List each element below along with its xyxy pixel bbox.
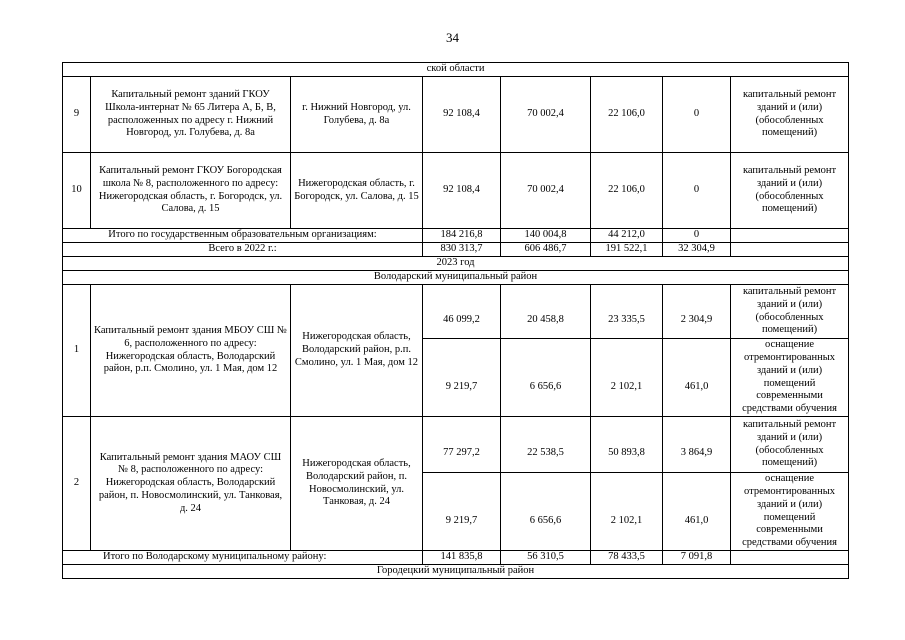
table-row	[63, 285, 849, 339]
object-name: Капитальный ремонт ГКОУ Богородская школа № 8, расположенного по адресу: Нижегородская область, г. Богородск, ул. Салова, д. 15	[91, 153, 291, 229]
total-label: Итого по Володарскому муниципальному району:	[63, 551, 423, 565]
federal-funds: 6 656,6	[501, 473, 591, 551]
purpose: оснащение отремонтированных зданий и (или) помещений современными средствами обучения	[731, 339, 849, 417]
regional-funds: 22 106,0	[591, 153, 663, 229]
municipal-funds: 0	[663, 77, 731, 153]
regional-funds: 2 102,1	[591, 473, 663, 551]
total-cost: 9 219,7	[423, 339, 501, 417]
row-number: 10	[63, 153, 91, 229]
regional-funds: 2 102,1	[591, 339, 663, 417]
object-address: Нижегородская область, Володарский район, п. Новосмолинский, ул. Танковая, д. 24	[291, 417, 423, 551]
regional-funds: 50 893,8	[591, 417, 663, 473]
empty-cell	[731, 551, 849, 565]
district-header: Городецкий муниципальный район	[63, 565, 849, 579]
regional-funds: 22 106,0	[591, 77, 663, 153]
federal-funds: 140 004,8	[501, 229, 591, 243]
total-cost: 830 313,7	[423, 243, 501, 257]
purpose: капитальный ремонт зданий и (или) (обособленных помещений)	[731, 153, 849, 229]
district-header-row	[63, 271, 849, 285]
regional-funds: 44 212,0	[591, 229, 663, 243]
table-row	[63, 153, 849, 229]
municipal-funds: 32 304,9	[663, 243, 731, 257]
region-header-row	[63, 63, 849, 77]
empty-cell	[731, 229, 849, 243]
page-number: 34	[446, 30, 459, 45]
total-cost: 92 108,4	[423, 77, 501, 153]
purpose: оснащение отремонтированных зданий и (или) помещений современными средствами обучения	[731, 473, 849, 551]
row-number: 9	[63, 77, 91, 153]
municipal-funds: 7 091,8	[663, 551, 731, 565]
object-name: Капитальный ремонт зданий ГКОУ Школа-интернат № 65 Литера А, Б, В, расположенных по адресу г. Нижний Новгород, ул. Голубева, д. 8а	[91, 77, 291, 153]
regional-funds: 191 522,1	[591, 243, 663, 257]
table-row	[63, 417, 849, 473]
total-cost: 92 108,4	[423, 153, 501, 229]
federal-funds: 606 486,7	[501, 243, 591, 257]
municipal-funds: 461,0	[663, 473, 731, 551]
object-name: Капитальный ремонт здания МАОУ СШ № 8, расположенного по адресу: Нижегородская область, Володарский район, п. Новосмолинский, ул. Танковая, д. 24	[91, 417, 291, 551]
total-row	[63, 551, 849, 565]
municipal-funds: 0	[663, 229, 731, 243]
federal-funds: 22 538,5	[501, 417, 591, 473]
year-header-row	[63, 257, 849, 271]
federal-funds: 70 002,4	[501, 153, 591, 229]
federal-funds: 6 656,6	[501, 339, 591, 417]
municipal-funds: 0	[663, 153, 731, 229]
regional-funds: 78 433,5	[591, 551, 663, 565]
purpose: капитальный ремонт зданий и (или) (обособленных помещений)	[731, 77, 849, 153]
municipal-funds: 461,0	[663, 339, 731, 417]
federal-funds: 70 002,4	[501, 77, 591, 153]
federal-funds: 56 310,5	[501, 551, 591, 565]
district-header: Володарский муниципальный район	[63, 271, 849, 285]
object-address: Нижегородская область, Володарский район, р.п. Смолино, ул. 1 Мая, дом 12	[291, 285, 423, 417]
object-name: Капитальный ремонт здания МБОУ СШ № 6, расположенного по адресу: Нижегородская область, Володарский район, р.п. Смолино, ул. 1 Мая, дом 12	[91, 285, 291, 417]
purpose: капитальный ремонт зданий и (или) (обособленных помещений)	[731, 417, 849, 473]
object-address: Нижегородская область, г. Богородск, ул. Салова, д. 15	[291, 153, 423, 229]
total-cost: 9 219,7	[423, 473, 501, 551]
total-row	[63, 243, 849, 257]
total-label: Итого по государственным образовательным организациям:	[63, 229, 423, 243]
total-cost: 184 216,8	[423, 229, 501, 243]
year-header: 2023 год	[63, 257, 849, 271]
table-row	[63, 77, 849, 153]
total-row	[63, 229, 849, 243]
total-cost: 77 297,2	[423, 417, 501, 473]
total-cost: 46 099,2	[423, 285, 501, 339]
empty-cell	[731, 243, 849, 257]
federal-funds: 20 458,8	[501, 285, 591, 339]
region-header: ской области	[63, 63, 849, 77]
row-number: 2	[63, 417, 91, 551]
object-address: г. Нижний Новгород, ул. Голубева, д. 8а	[291, 77, 423, 153]
purpose: капитальный ремонт зданий и (или) (обособленных помещений)	[731, 285, 849, 339]
capital-repair-table	[62, 62, 849, 579]
total-cost: 141 835,8	[423, 551, 501, 565]
total-label: Всего в 2022 г.:	[63, 243, 423, 257]
regional-funds: 23 335,5	[591, 285, 663, 339]
municipal-funds: 3 864,9	[663, 417, 731, 473]
municipal-funds: 2 304,9	[663, 285, 731, 339]
district-header-row	[63, 565, 849, 579]
row-number: 1	[63, 285, 91, 417]
